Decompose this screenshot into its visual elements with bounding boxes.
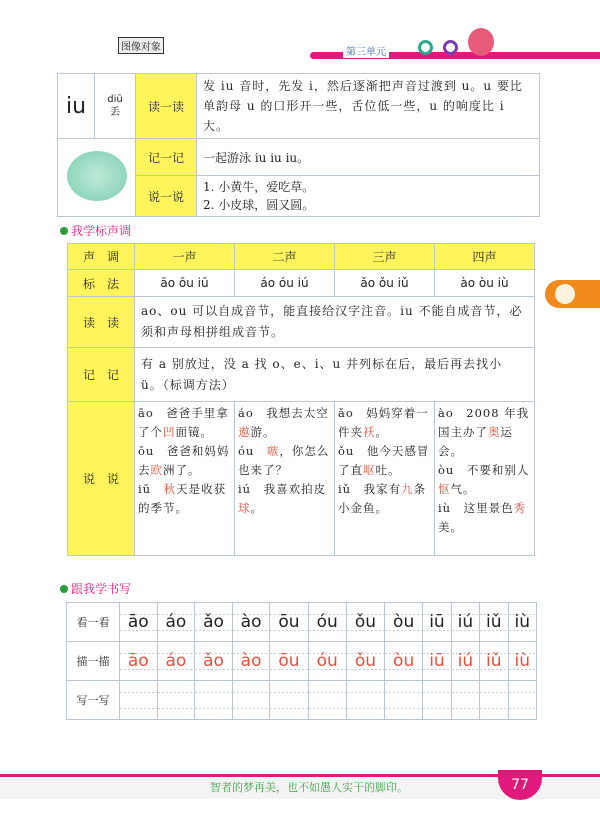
char-pinyin: diū xyxy=(107,94,123,105)
pinyin-cell: iú xyxy=(451,603,479,642)
header-cell: 三声 xyxy=(335,244,435,270)
say-text: iǔ 我家有 xyxy=(338,482,402,496)
pinyin-cell: óu xyxy=(308,642,346,681)
pinyin-cell: iǔ xyxy=(480,642,508,681)
section-writing-title xyxy=(60,580,131,597)
row-label: 记 记 xyxy=(68,348,135,402)
pinyin-cell: òu xyxy=(385,642,423,681)
footer-motto: 智者的梦再美，也不如愚人实干的脚印。 xyxy=(210,781,408,794)
say-text: 。 xyxy=(250,501,263,515)
write-cell[interactable] xyxy=(232,681,270,720)
row-label: 看一看 xyxy=(67,603,120,642)
writing-row xyxy=(67,681,537,720)
highlighted-char: 呕 xyxy=(363,463,376,477)
row-label: 标 法 xyxy=(68,270,135,297)
pinyin-cell: iū xyxy=(423,603,451,642)
say-text: ào 2008 年我国主办了 xyxy=(438,406,530,439)
write-cell[interactable] xyxy=(195,681,233,720)
remember-text: 一起游泳 iu iu iu。 xyxy=(197,139,540,176)
mark-cell: áo óu iú xyxy=(235,270,335,297)
row-label: 说一说 xyxy=(136,176,197,217)
highlighted-char: 秋 xyxy=(163,482,177,496)
highlighted-char: 九 xyxy=(401,482,414,496)
side-tab-mascot-icon xyxy=(545,280,600,308)
mark-cell: ǎo ǒu iǔ xyxy=(335,270,435,297)
row-label: 说 说 xyxy=(68,402,135,556)
highlighted-char: 奥 xyxy=(488,425,501,439)
section-title-text: 我学标声调 xyxy=(71,224,132,238)
green-ring-icon xyxy=(418,40,433,55)
header-cell: 一声 xyxy=(135,244,235,270)
pinyin-cell: iū xyxy=(423,642,451,681)
say-text: áo 我想去太空 xyxy=(238,406,329,420)
say-text: 条小金鱼。 xyxy=(338,482,427,515)
pinyin-cell: iù xyxy=(508,642,536,681)
highlighted-char: 球 xyxy=(238,501,251,515)
say-text: iù 这里景色 xyxy=(438,501,514,515)
row-label: 描一描 xyxy=(67,642,120,681)
highlighted-char: 怄 xyxy=(438,482,451,496)
say-text: iú 我喜欢拍皮 xyxy=(238,482,327,496)
highlighted-char: 嗾 xyxy=(266,444,280,458)
say-cell xyxy=(435,402,535,556)
mark-cell: ào òu iù xyxy=(435,270,535,297)
highlighted-char: 秀 xyxy=(513,501,527,515)
pinyin-cell: āo xyxy=(120,603,158,642)
say-text: ǒu 他今天感冒了直 xyxy=(338,444,430,477)
highlighted-char: 遨 xyxy=(238,425,251,439)
row-label: 读一读 xyxy=(136,74,197,139)
say-text: 吐。 xyxy=(375,463,401,477)
say-text: āo 爸爸手里拿了个 xyxy=(138,406,229,439)
say-text: 运会。 xyxy=(438,425,513,458)
write-cell[interactable] xyxy=(270,681,308,720)
remember-text: 有 a 别放过，没 a 找 o、e、i、u 并列标在后，最后再去找小 ü。（标调方法） xyxy=(135,348,535,402)
pinyin-cell: óu xyxy=(308,603,346,642)
header-cell: 四声 xyxy=(435,244,535,270)
pinyin-cell: ào xyxy=(232,642,270,681)
pinyin-cell: iǔ xyxy=(480,603,508,642)
pinyin-cell: áo xyxy=(157,603,195,642)
write-cell[interactable] xyxy=(308,681,346,720)
section-title-text: 跟我学书写 xyxy=(71,582,132,596)
pinyin-cell: ào xyxy=(232,603,270,642)
say-cell xyxy=(335,402,435,556)
pinyin-cell: iù xyxy=(508,603,536,642)
purple-ring-icon xyxy=(443,40,458,55)
pinyin-cell: iú xyxy=(451,642,479,681)
write-cell[interactable] xyxy=(346,681,384,720)
say-text: òu 不要和别人 xyxy=(438,463,530,477)
girl-mascot-icon xyxy=(468,28,494,56)
writing-row xyxy=(67,642,537,681)
writing-grid xyxy=(66,602,537,720)
pinyin-cell: ǒu xyxy=(346,642,384,681)
read-text: ao、ou 可以自成音节，能直接给汉字注音。iu 不能自成音节，必须和声母相拼组成音节。 xyxy=(135,297,535,348)
read-text: 发 iu 音时，先发 i，然后逐渐把声音过渡到 u。u 要比单韵母 u 的口形开一些，舌位低一些，u 的响度比 i 大。 xyxy=(197,74,540,139)
say-text: iū xyxy=(138,482,164,496)
say-cell xyxy=(235,402,335,556)
write-cell[interactable] xyxy=(480,681,508,720)
say-text: óu xyxy=(238,444,267,458)
image-object-tag: 图像对象 xyxy=(118,37,164,54)
pinyin-cell: òu xyxy=(385,603,423,642)
unit-title: 第三单元 xyxy=(343,43,389,58)
intro-table xyxy=(57,73,540,217)
say-line: 2. 小皮球，圆又圆。 xyxy=(203,198,315,212)
pinyin-cell: ǎo xyxy=(195,642,233,681)
header-cell: 二声 xyxy=(235,244,335,270)
write-cell[interactable] xyxy=(508,681,536,720)
highlighted-char: 凹 xyxy=(163,425,176,439)
char: 丢 xyxy=(110,107,120,118)
final-iu: iu xyxy=(58,74,95,139)
swimming-illustration xyxy=(58,139,136,217)
write-cell[interactable] xyxy=(423,681,451,720)
say-text: 面镜。 xyxy=(175,425,213,439)
say-cell xyxy=(135,402,235,556)
write-cell[interactable] xyxy=(451,681,479,720)
header-cell: 声 调 xyxy=(68,244,135,270)
section-tones-title xyxy=(60,222,131,239)
highlighted-char: 欧 xyxy=(150,463,163,477)
mark-cell: āo ōu iū xyxy=(135,270,235,297)
row-label: 写一写 xyxy=(67,681,120,720)
row-label: 记一记 xyxy=(136,139,197,176)
pinyin-cell: ōu xyxy=(270,603,308,642)
bullet-icon xyxy=(60,585,68,593)
example-char xyxy=(95,74,136,139)
say-text: 气。 xyxy=(450,482,476,496)
pinyin-cell: ǒu xyxy=(346,603,384,642)
pinyin-cell: áo xyxy=(157,642,195,681)
say-text xyxy=(197,176,540,217)
page-number: 77 xyxy=(498,770,542,800)
pinyin-cell: āo xyxy=(120,642,158,681)
write-cell[interactable] xyxy=(120,681,158,720)
tones-table xyxy=(67,243,535,556)
say-text: ōu 爸爸和妈妈去 xyxy=(138,444,230,477)
row-label: 读 读 xyxy=(68,297,135,348)
say-text: 。 xyxy=(375,425,388,439)
pinyin-cell: ōu xyxy=(270,642,308,681)
say-text: 游。 xyxy=(250,425,276,439)
write-cell[interactable] xyxy=(157,681,195,720)
say-line: 1. 小黄牛，爱吃草。 xyxy=(203,180,315,194)
say-text: 美。 xyxy=(438,520,463,534)
say-text: 天是收获的季节。 xyxy=(138,482,227,515)
say-text: ，你怎么也来了？ xyxy=(238,444,330,477)
bullet-icon xyxy=(60,227,68,235)
say-text: 洲了。 xyxy=(163,463,201,477)
writing-row xyxy=(67,603,537,642)
highlighted-char: 袄 xyxy=(363,425,376,439)
say-text: ǎo 妈妈穿着一件夹 xyxy=(338,406,429,439)
pinyin-cell: ǎo xyxy=(195,603,233,642)
write-cell[interactable] xyxy=(385,681,423,720)
